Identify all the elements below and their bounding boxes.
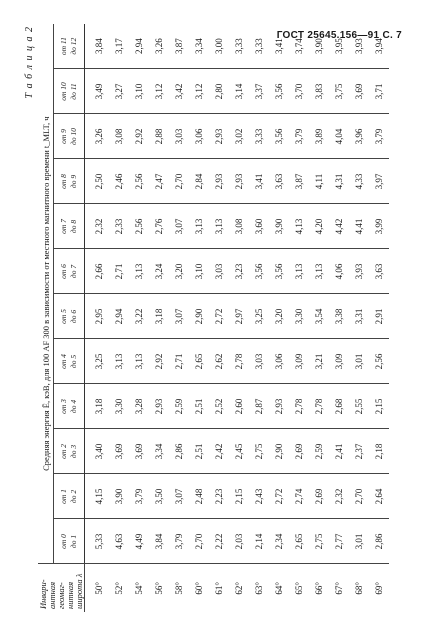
value-cell: 2,77 bbox=[329, 519, 349, 564]
value-cell: 2,65 bbox=[189, 339, 209, 384]
value-cell: 3,34 bbox=[194, 38, 204, 55]
value-cell: 3,17 bbox=[114, 38, 124, 55]
value-cell: 3,90 bbox=[314, 38, 324, 55]
value-cell: 3,08 bbox=[109, 114, 129, 159]
table-title: Средняя энергия Ē, кэВ, для 100 AF 300 в зависимости от местного магнитного времени t_MLT, ч bbox=[38, 24, 54, 564]
value-cell: 3,09 bbox=[289, 339, 309, 384]
value-cell: 3,79 bbox=[129, 474, 149, 519]
value-cell: 3,07 bbox=[169, 294, 189, 339]
column-header-to: до 2 bbox=[69, 489, 78, 504]
latitude-cell: 58° bbox=[169, 564, 189, 612]
value-cell: 2,34 bbox=[269, 519, 289, 564]
value-cell: 3,20 bbox=[169, 249, 189, 294]
table-body bbox=[85, 24, 390, 612]
value-cell: 2,93 bbox=[149, 384, 169, 429]
value-cell: 3,56 bbox=[269, 249, 289, 294]
value-cell: 2,95 bbox=[85, 294, 110, 339]
value-cell: 2,62 bbox=[209, 339, 229, 384]
value-cell: 3,42 bbox=[169, 69, 189, 114]
value-cell: 2,93 bbox=[209, 114, 229, 159]
column-header-to: до 5 bbox=[69, 354, 78, 369]
value-cell: 3,27 bbox=[109, 69, 129, 114]
value-cell: 2,56 bbox=[129, 159, 149, 204]
value-cell: 3,90 bbox=[109, 474, 129, 519]
column-header bbox=[54, 114, 85, 159]
value-cell: 3,25 bbox=[249, 294, 269, 339]
value-cell: 2,92 bbox=[129, 114, 149, 159]
latitude-cell: 56° bbox=[149, 564, 169, 612]
value-cell: 2,86 bbox=[369, 519, 389, 564]
value-cell: 2,90 bbox=[269, 429, 289, 474]
column-header-row bbox=[54, 24, 85, 612]
value-cell: 2,33 bbox=[109, 204, 129, 249]
value-cell: 3,97 bbox=[369, 159, 389, 204]
value-cell: 3,93 bbox=[354, 38, 364, 55]
value-cell: 3,99 bbox=[369, 204, 389, 249]
value-cell: 3,49 bbox=[85, 69, 110, 114]
value-cell: 2,93 bbox=[269, 384, 289, 429]
value-cell: 3,22 bbox=[129, 294, 149, 339]
value-cell: 2,59 bbox=[309, 429, 329, 474]
value-cell: 3,83 bbox=[309, 69, 329, 114]
column-header-to: до 7 bbox=[69, 264, 78, 279]
value-cell: 3,03 bbox=[209, 249, 229, 294]
value-cell: 3,70 bbox=[289, 69, 309, 114]
value-cell: 3,26 bbox=[85, 114, 110, 159]
value-cell: 3,13 bbox=[129, 339, 149, 384]
column-header bbox=[54, 384, 85, 429]
value-cell: 3,33 bbox=[249, 114, 269, 159]
value-cell: 2,78 bbox=[229, 339, 249, 384]
value-cell: 2,51 bbox=[189, 384, 209, 429]
value-cell: 2,18 bbox=[369, 429, 389, 474]
value-cell: 4,13 bbox=[289, 204, 309, 249]
value-cell: 3,84 bbox=[94, 38, 104, 55]
value-cell: 3,93 bbox=[349, 249, 369, 294]
column-header-from: от 10 bbox=[59, 82, 68, 101]
value-cell: 3,56 bbox=[269, 69, 289, 114]
value-cell: 2,60 bbox=[229, 384, 249, 429]
column-header-from: от 5 bbox=[59, 309, 68, 324]
value-cell: 3,56 bbox=[269, 114, 289, 159]
value-cell: 3,84 bbox=[149, 519, 169, 564]
latitude-cell: 68° bbox=[349, 564, 369, 612]
value-cell: 4,41 bbox=[349, 204, 369, 249]
value-cell: 2,75 bbox=[309, 519, 329, 564]
page-header: ГОСТ 25645.156—91 С. 7 bbox=[276, 30, 402, 41]
column-header bbox=[54, 249, 85, 294]
latitude-cell: 63° bbox=[249, 564, 269, 612]
value-cell: 3,37 bbox=[249, 69, 269, 114]
value-cell: 4,04 bbox=[329, 114, 349, 159]
column-header-from: от 11 bbox=[59, 37, 68, 56]
value-cell: 2,74 bbox=[289, 474, 309, 519]
value-cell: 2,23 bbox=[209, 474, 229, 519]
value-cell: 3,13 bbox=[309, 249, 329, 294]
value-cell: 3,50 bbox=[149, 474, 169, 519]
table-row bbox=[309, 24, 329, 612]
value-cell: 4,42 bbox=[329, 204, 349, 249]
value-cell: 3,07 bbox=[169, 474, 189, 519]
value-cell: 3,26 bbox=[154, 38, 164, 55]
value-cell: 3,75 bbox=[329, 69, 349, 114]
value-cell: 4,11 bbox=[309, 159, 329, 204]
column-header-from: от 7 bbox=[59, 219, 68, 234]
table-row bbox=[169, 24, 189, 612]
latitude-cell: 69° bbox=[369, 564, 389, 612]
value-cell: 2,43 bbox=[249, 474, 269, 519]
table-row bbox=[189, 24, 209, 612]
value-cell: 2,66 bbox=[85, 249, 110, 294]
value-cell: 2,76 bbox=[149, 204, 169, 249]
column-header bbox=[54, 519, 85, 564]
value-cell: 2,93 bbox=[229, 159, 249, 204]
table-row bbox=[209, 24, 229, 612]
value-cell: 4,06 bbox=[329, 249, 349, 294]
value-cell: 3,34 bbox=[149, 429, 169, 474]
value-cell: 3,63 bbox=[369, 249, 389, 294]
table-row bbox=[229, 24, 249, 612]
value-cell: 2,15 bbox=[369, 384, 389, 429]
value-cell: 2,69 bbox=[309, 474, 329, 519]
column-header-to: до 9 bbox=[69, 174, 78, 189]
column-header bbox=[54, 339, 85, 384]
column-header-from: от 3 bbox=[59, 399, 68, 414]
value-cell: 2,94 bbox=[109, 294, 129, 339]
value-cell: 3,33 bbox=[254, 38, 264, 55]
value-cell: 3,71 bbox=[369, 69, 389, 114]
latitude-cell: 62° bbox=[229, 564, 249, 612]
value-cell: 3,87 bbox=[174, 38, 184, 55]
latitude-cell: 52° bbox=[109, 564, 129, 612]
value-cell: 2,52 bbox=[209, 384, 229, 429]
value-cell: 2,59 bbox=[169, 384, 189, 429]
value-cell: 2,69 bbox=[289, 429, 309, 474]
value-cell: 2,70 bbox=[189, 519, 209, 564]
value-cell: 3,56 bbox=[249, 249, 269, 294]
value-cell: 3,09 bbox=[329, 339, 349, 384]
value-cell: 3,13 bbox=[289, 249, 309, 294]
value-cell: 2,48 bbox=[189, 474, 209, 519]
column-header-to: до 10 bbox=[69, 128, 78, 145]
value-cell: 3,21 bbox=[309, 339, 329, 384]
value-cell: 3,01 bbox=[349, 339, 369, 384]
table-row bbox=[149, 24, 169, 612]
value-cell: 3,06 bbox=[269, 339, 289, 384]
value-cell: 2,80 bbox=[209, 69, 229, 114]
value-cell: 3,18 bbox=[85, 384, 110, 429]
column-header bbox=[54, 474, 85, 519]
value-cell: 4,15 bbox=[85, 474, 110, 519]
column-header-to: до 12 bbox=[69, 37, 78, 55]
value-cell: 3,13 bbox=[129, 249, 149, 294]
value-cell: 2,75 bbox=[249, 429, 269, 474]
value-cell: 3,30 bbox=[289, 294, 309, 339]
table-row bbox=[289, 24, 309, 612]
value-cell: 3,96 bbox=[349, 114, 369, 159]
value-cell: 2,91 bbox=[369, 294, 389, 339]
value-cell: 2,32 bbox=[329, 474, 349, 519]
value-cell: 3,69 bbox=[349, 69, 369, 114]
value-cell: 3,90 bbox=[269, 204, 289, 249]
value-cell: 3,10 bbox=[129, 69, 149, 114]
value-cell: 3,79 bbox=[369, 114, 389, 159]
value-cell: 2,78 bbox=[309, 384, 329, 429]
column-header-to: до 6 bbox=[69, 309, 78, 324]
value-cell: 2,86 bbox=[169, 429, 189, 474]
value-cell: 2,87 bbox=[249, 384, 269, 429]
value-cell: 3,69 bbox=[109, 429, 129, 474]
value-cell: 3,87 bbox=[289, 159, 309, 204]
column-header-from: от 8 bbox=[59, 174, 68, 189]
value-cell: 3,06 bbox=[189, 114, 209, 159]
table-row bbox=[349, 24, 369, 612]
value-cell: 2,22 bbox=[209, 519, 229, 564]
table-row bbox=[109, 24, 129, 612]
table-row bbox=[269, 24, 289, 612]
value-cell: 3,07 bbox=[169, 204, 189, 249]
value-cell: 2,41 bbox=[329, 429, 349, 474]
column-header-from: от 1 bbox=[59, 489, 68, 504]
table-row bbox=[129, 24, 149, 612]
table-row bbox=[85, 24, 110, 612]
value-cell: 2,94 bbox=[134, 38, 144, 55]
latitude-cell: 67° bbox=[329, 564, 349, 612]
value-cell: 3,79 bbox=[289, 114, 309, 159]
value-cell: 3,02 bbox=[229, 114, 249, 159]
value-cell: 3,23 bbox=[229, 249, 249, 294]
column-header-to: до 1 bbox=[69, 534, 78, 549]
value-cell: 4,49 bbox=[129, 519, 149, 564]
column-header bbox=[54, 294, 85, 339]
column-header bbox=[54, 159, 85, 204]
table-row bbox=[329, 24, 349, 612]
value-cell: 2,93 bbox=[209, 159, 229, 204]
value-cell: 3,54 bbox=[309, 294, 329, 339]
value-cell: 3,14 bbox=[229, 69, 249, 114]
value-cell: 2,14 bbox=[249, 519, 269, 564]
column-header-to: до 11 bbox=[69, 83, 78, 100]
latitude-cell: 60° bbox=[189, 564, 209, 612]
value-cell: 2,47 bbox=[149, 159, 169, 204]
value-cell: 3,10 bbox=[189, 249, 209, 294]
value-cell: 2,97 bbox=[229, 294, 249, 339]
value-cell: 4,63 bbox=[109, 519, 129, 564]
value-cell: 3,41 bbox=[274, 38, 284, 55]
value-cell: 3,63 bbox=[269, 159, 289, 204]
column-header-to: до 3 bbox=[69, 444, 78, 459]
value-cell: 2,46 bbox=[109, 159, 129, 204]
column-header bbox=[54, 69, 85, 114]
value-cell: 2,45 bbox=[229, 429, 249, 474]
value-cell: 2,42 bbox=[209, 429, 229, 474]
value-cell: 3,00 bbox=[214, 38, 224, 55]
value-cell: 3,69 bbox=[129, 429, 149, 474]
value-cell: 3,40 bbox=[85, 429, 110, 474]
value-cell: 2,56 bbox=[129, 204, 149, 249]
value-cell: 2,15 bbox=[229, 474, 249, 519]
column-header-from: от 2 bbox=[59, 444, 68, 459]
value-cell: 2,55 bbox=[349, 384, 369, 429]
value-cell: 2,84 bbox=[189, 159, 209, 204]
column-header-from: от 4 bbox=[59, 354, 68, 369]
value-cell: 2,64 bbox=[369, 474, 389, 519]
value-cell: 2,37 bbox=[349, 429, 369, 474]
value-cell: 3,74 bbox=[294, 38, 304, 55]
column-header-to: до 4 bbox=[69, 399, 78, 414]
value-cell: 3,24 bbox=[149, 249, 169, 294]
value-cell: 3,41 bbox=[249, 159, 269, 204]
value-cell: 2,72 bbox=[209, 294, 229, 339]
value-cell: 3,94 bbox=[374, 38, 384, 55]
value-cell: 3,33 bbox=[234, 38, 244, 55]
value-cell: 2,70 bbox=[349, 474, 369, 519]
value-cell: 3,13 bbox=[189, 204, 209, 249]
value-cell: 2,32 bbox=[85, 204, 110, 249]
latitude-cell: 64° bbox=[269, 564, 289, 612]
value-cell: 2,71 bbox=[169, 339, 189, 384]
latitude-cell: 61° bbox=[209, 564, 229, 612]
value-cell: 3,01 bbox=[349, 519, 369, 564]
latitude-cell: 54° bbox=[129, 564, 149, 612]
latitude-cell: 50° bbox=[85, 564, 110, 612]
value-cell: 3,31 bbox=[349, 294, 369, 339]
value-cell: 3,38 bbox=[329, 294, 349, 339]
value-cell: 2,78 bbox=[289, 384, 309, 429]
value-cell: 3,79 bbox=[169, 519, 189, 564]
value-cell: 2,56 bbox=[369, 339, 389, 384]
value-cell: 2,90 bbox=[189, 294, 209, 339]
value-cell: 2,72 bbox=[269, 474, 289, 519]
value-cell: 2,68 bbox=[329, 384, 349, 429]
latitude-cell: 65° bbox=[289, 564, 309, 612]
value-cell: 3,13 bbox=[109, 339, 129, 384]
value-cell: 3,20 bbox=[269, 294, 289, 339]
value-cell: 3,12 bbox=[149, 69, 169, 114]
value-cell: 3,03 bbox=[169, 114, 189, 159]
value-cell: 3,18 bbox=[149, 294, 169, 339]
energy-table bbox=[38, 24, 389, 612]
column-header-from: от 6 bbox=[59, 264, 68, 279]
value-cell: 2,71 bbox=[109, 249, 129, 294]
column-header-from: от 9 bbox=[59, 129, 68, 144]
value-cell: 3,30 bbox=[109, 384, 129, 429]
column-header bbox=[54, 204, 85, 249]
value-cell: 3,13 bbox=[209, 204, 229, 249]
value-cell: 2,03 bbox=[229, 519, 249, 564]
value-cell: 4,33 bbox=[349, 159, 369, 204]
value-cell: 3,03 bbox=[249, 339, 269, 384]
value-cell: 2,92 bbox=[149, 339, 169, 384]
value-cell: 4,31 bbox=[329, 159, 349, 204]
value-cell: 2,65 bbox=[289, 519, 309, 564]
value-cell: 3,95 bbox=[334, 38, 344, 55]
column-header bbox=[54, 24, 85, 69]
column-header bbox=[54, 429, 85, 474]
column-header-to: до 8 bbox=[69, 219, 78, 234]
latitude-header: Инвари-антная геомаг-нитная широта λ bbox=[38, 564, 85, 612]
table-label: Т а б л и ц а 2 bbox=[24, 26, 35, 99]
value-cell: 3,89 bbox=[309, 114, 329, 159]
value-cell: 5,33 bbox=[85, 519, 110, 564]
value-cell: 3,25 bbox=[85, 339, 110, 384]
value-cell: 2,88 bbox=[149, 114, 169, 159]
column-header-from: от 0 bbox=[59, 534, 68, 549]
value-cell: 3,28 bbox=[129, 384, 149, 429]
table-row bbox=[369, 24, 389, 612]
value-cell: 2,51 bbox=[189, 429, 209, 474]
value-cell: 3,12 bbox=[189, 69, 209, 114]
value-cell: 3,08 bbox=[229, 204, 249, 249]
value-cell: 2,50 bbox=[85, 159, 110, 204]
latitude-cell: 66° bbox=[309, 564, 329, 612]
value-cell: 4,20 bbox=[309, 204, 329, 249]
rotated-table-page bbox=[24, 24, 424, 612]
table-row bbox=[249, 24, 269, 612]
value-cell: 2,70 bbox=[169, 159, 189, 204]
value-cell: 3,60 bbox=[249, 204, 269, 249]
